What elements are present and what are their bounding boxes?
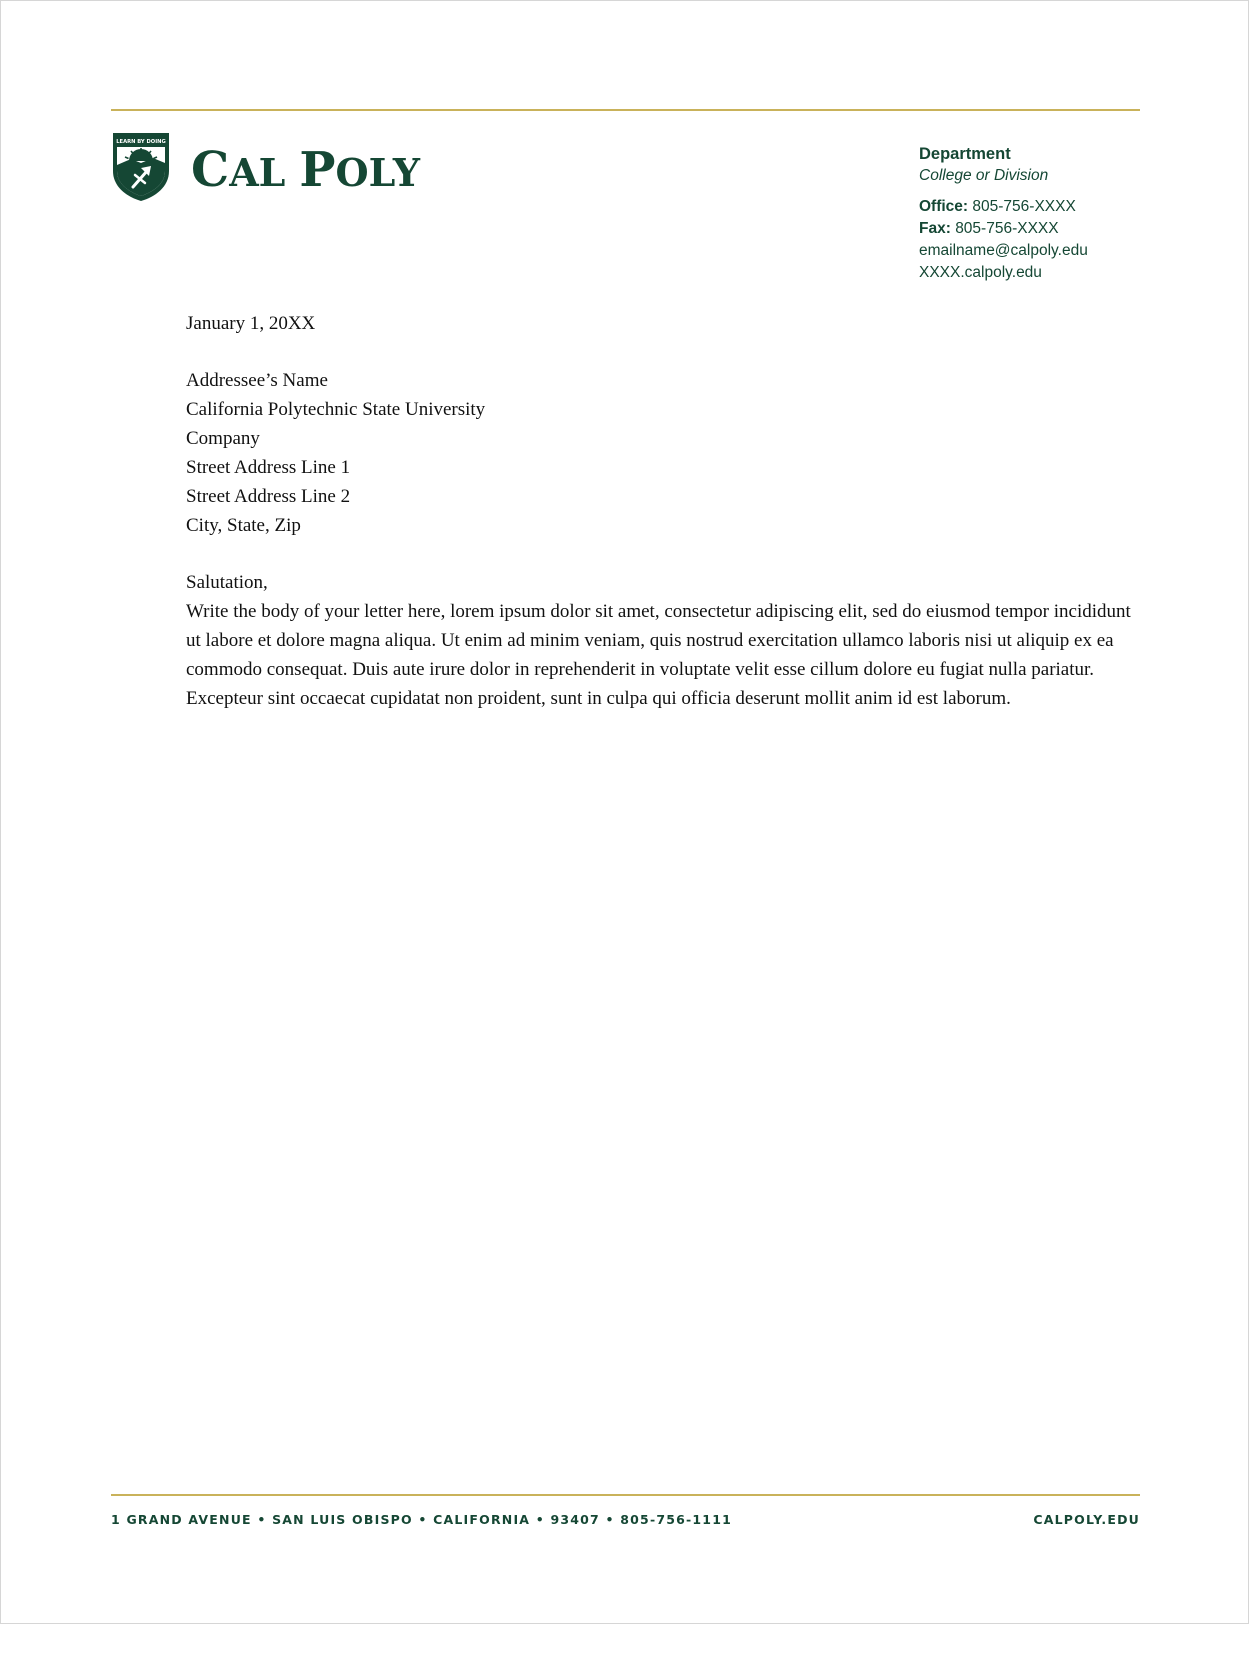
address-line: Company bbox=[186, 428, 260, 449]
email-address: emailname@calpoly.edu bbox=[919, 242, 1088, 259]
address-block bbox=[186, 366, 1136, 540]
department-website: XXXX.calpoly.edu bbox=[919, 264, 1042, 281]
contact-block bbox=[919, 143, 1088, 284]
seal-text: LEARN BY DOING bbox=[116, 139, 166, 145]
cal-poly-wordmark bbox=[191, 142, 421, 198]
address-line: Street Address Line 1 bbox=[186, 457, 351, 478]
fax-number: 805-756-XXXX bbox=[955, 220, 1059, 237]
wordmark-oly: OLY bbox=[335, 150, 421, 195]
body-paragraph: Write the body of your letter here, lorem ipsum dolor sit amet, consectetur adipiscing elit, sed do eiusmod tempor incididunt ut labore et dolore magna aliqua. Ut enim ad minim veniam, quis nostrud exercitation ullamco laboris nisi ut aliquip ex ea commodo consequat. Duis aute irure dolor in reprehenderit in voluptate velit esse cillum dolore eu fugiat nulla pariatur. Excepteur sint occaecat cupidatat non proident, sunt in culpa qui officia deserunt mollit anim id est laborum. bbox=[186, 601, 1131, 709]
fax-label: Fax: bbox=[919, 220, 951, 237]
address-line: Street Address Line 2 bbox=[186, 486, 351, 507]
footer-rule bbox=[111, 1494, 1140, 1496]
wordmark-initial-c: C bbox=[191, 142, 230, 198]
office-number: 805-756-XXXX bbox=[972, 198, 1076, 215]
college-name: College or Division bbox=[919, 167, 1049, 184]
address-line: California Polytechnic State University bbox=[186, 399, 486, 420]
salutation: Salutation, bbox=[186, 572, 268, 593]
footer-website: CALPOLY.EDU bbox=[1033, 1512, 1140, 1527]
letter-body bbox=[186, 309, 1136, 713]
address-line: Addressee’s Name bbox=[186, 370, 328, 391]
cal-poly-logo bbox=[111, 131, 420, 203]
department-name: Department bbox=[919, 145, 1011, 163]
fax-line bbox=[919, 218, 1088, 240]
address-line: City, State, Zip bbox=[186, 515, 301, 536]
header-rule bbox=[111, 109, 1140, 111]
office-label: Office: bbox=[919, 198, 969, 215]
office-line bbox=[919, 196, 1088, 218]
footer-address: 1 GRAND AVENUE • SAN LUIS OBISPO • CALIFORNIA • 93407 • 805-756-1111 bbox=[111, 1512, 732, 1527]
letter-date: January 1, 20XX bbox=[186, 313, 316, 334]
footer bbox=[111, 1512, 1140, 1527]
wordmark-al: AL bbox=[229, 150, 286, 195]
wordmark-initial-p: P bbox=[299, 142, 336, 198]
shield-icon bbox=[111, 131, 171, 203]
